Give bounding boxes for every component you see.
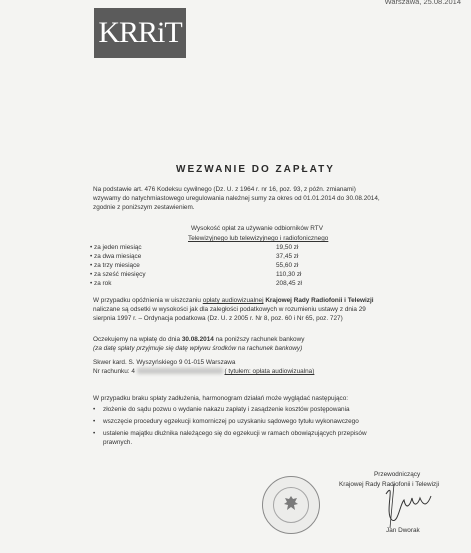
delay-line-3: sierpnia 1997 r. – Ordynacja podatkowa (Dz. U. z 2005 r. Nr 8, poz. 60 i Nr 65, poz. 727): [93, 315, 343, 322]
fee-row-amount: 37,45 zł: [276, 253, 299, 260]
delay-line-2: naliczane są odsetki w wysokości jak dla zaległości podatkowych w rozumieniu ustawy z dnia 29: [93, 306, 366, 313]
fee-heading: Wysokość opłat za używanie odbiorników RTV: [191, 225, 323, 232]
fee-row-period: • za sześć miesięcy: [90, 271, 146, 278]
bank-address: Skwer kard. S. Wyszyńskiego 9 01-015 Warszawa: [93, 359, 236, 366]
intro-line-2: wzywamy do natychmiastowego uregulowania należnej sumy za okres od 01.01.2014 do 30.08.2014,: [93, 195, 380, 202]
signatory-name: Jan Dworak: [386, 527, 420, 534]
fee-row-amount: 55,60 zł: [276, 262, 299, 269]
letter-date: Warszawa, 25.08.2014: [384, 0, 461, 6]
fee-row-amount: 208,45 zł: [276, 280, 302, 287]
consequence-item: • złożenie do sądu pozwu o wydanie nakazu zapłaty i zasądzenie kosztów postępowania: [93, 406, 350, 413]
handwritten-signature: [376, 474, 436, 534]
fee-row-amount: 19,50 zł: [276, 244, 299, 251]
fee-row-period: • za trzy miesiące: [90, 262, 140, 269]
payment-deadline-line: Oczekujemy na wpłatę do dnia 30.08.2014 na poniższy rachunek bankowy: [93, 336, 305, 343]
fee-row-period: • za jeden miesiąc: [90, 244, 142, 251]
fee-row-amount: 110,30 zł: [276, 271, 302, 278]
document-title: WEZWANIE DO ZAPŁATY: [176, 164, 335, 175]
payment-note: (za datę spłaty przyjmuje się datę wpływu środków na rachunek bankowy): [93, 345, 303, 352]
payment-deadline: 30.08.2014: [181, 336, 214, 343]
account-number-redacted: [137, 368, 223, 374]
fee-subheading: Telewizyjnego lub telewizyjnego i radiofonicznego: [188, 235, 329, 242]
fee-type-link: opłaty audiowizualnej: [202, 297, 264, 304]
krrit-logo: [94, 8, 186, 58]
official-seal: [262, 476, 320, 534]
consequence-item: • ustalenie majątku dłużnika należącego się do egzekucji w ramach obowiązujących przepisów: [93, 430, 367, 437]
fee-row-period: • za rok: [90, 280, 112, 287]
eagle-emblem-icon: [283, 495, 299, 513]
transfer-title: ( tytułem: opłata audiowizualna): [224, 368, 315, 375]
consequences-intro: W przypadku braku spłaty zadłużenia, harmonogram działań może wyglądać następująco:: [93, 395, 349, 402]
intro-line-1: Na podstawie art. 476 Kodeksu cywilnego (Dz. U. z 1964 r. nr 16, poz. 93, z późn. zmianami): [93, 186, 356, 193]
signatory-organization: Krajowej Rady Radiofonii i Telewizji: [339, 481, 440, 488]
consequence-item-continuation: prawnych.: [103, 439, 133, 446]
signatory-role: Przewodniczący: [374, 471, 421, 478]
consequence-item: • wszczęcie procedury egzekucji komorniczej po uzyskaniu sądowego tytułu wykonawczego: [93, 418, 359, 425]
intro-line-3: zgodnie z poniższym zestawieniem.: [93, 204, 195, 211]
fee-row-period: • za dwa miesiące: [90, 253, 142, 260]
bank-account-line: Nr rachunku: 4 ( tytułem: opłata audiowizualna): [93, 368, 315, 375]
delay-line-1: W przypadku opóźnienia w uiszczaniu opłaty audiowizualnej Krajowej Rady Radiofonii i Telewizji: [93, 297, 374, 304]
logo-text: KRRiT: [98, 16, 182, 49]
